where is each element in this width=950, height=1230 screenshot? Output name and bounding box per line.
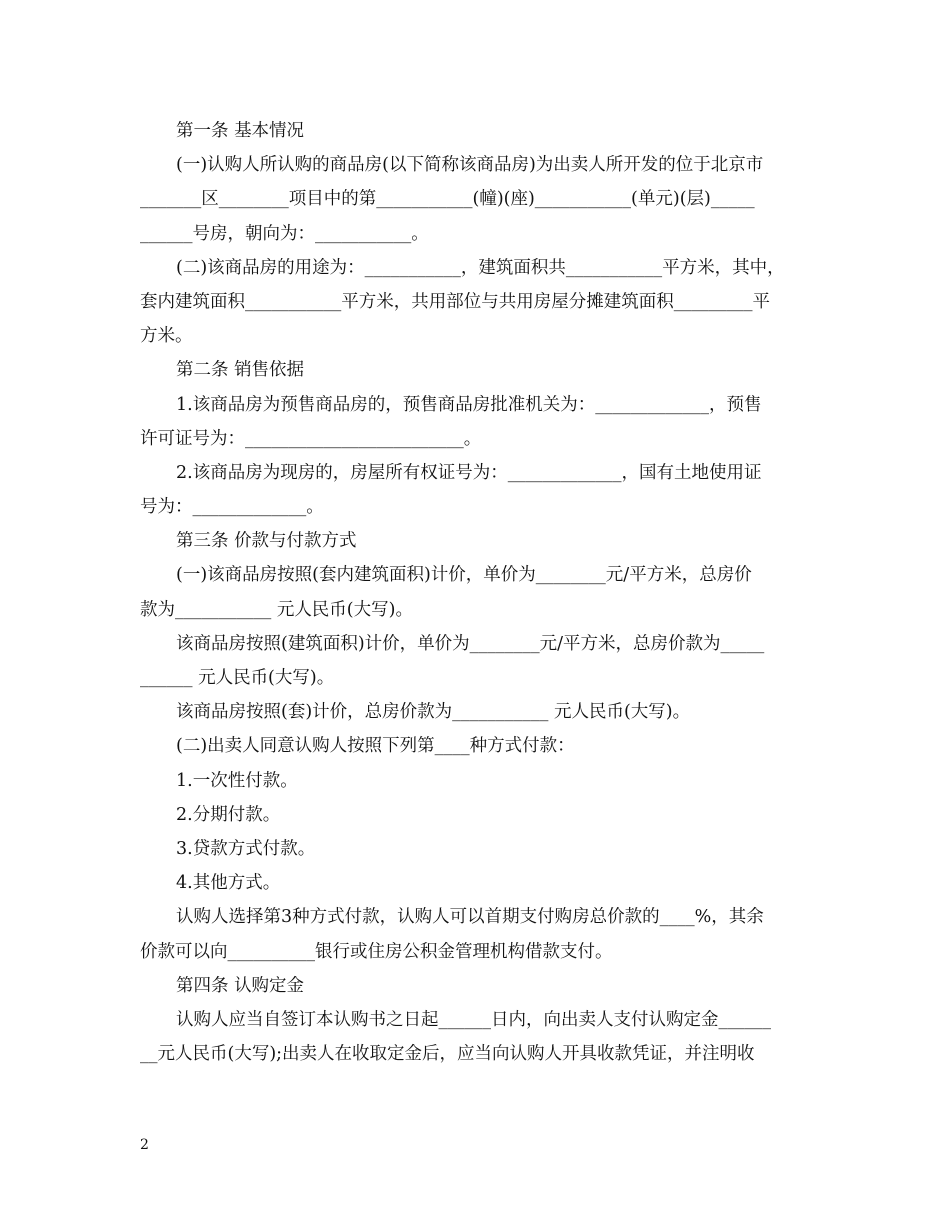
paragraph-line: 该商品房按照(套)计价，总房价款为___________ 元人民币(大写)。 [176, 702, 691, 723]
article-1-heading: 第一条 基本情况 [176, 121, 305, 141]
paragraph-line: 该商品房按照(建筑面积)计价，单价为________元/平方米，总房价款为_____ [176, 633, 765, 654]
article-4-heading: 第四条 认购定金 [176, 975, 305, 996]
article-2-heading: 第二条 销售依据 [176, 360, 305, 381]
paragraph-line: 1.该商品房为预售商品房的，预售商品房批准机关为：_____________，预售 [176, 394, 762, 415]
paragraph-line: 价款可以向__________银行或住房公积金管理机构借款支付。 [140, 941, 613, 962]
list-item: 3.贷款方式付款。 [176, 838, 316, 859]
paragraph-line: 2.该商品房为现房的，房屋所有权证号为：_____________，国有土地使用证 [176, 462, 762, 483]
paragraph-line: ______ 元人民币(大写)。 [140, 668, 335, 688]
paragraph-line: 款为___________ 元人民币(大写)。 [140, 599, 413, 620]
paragraph-line: (二)该商品房的用途为：___________，建筑面积共___________平方米，其中， [176, 257, 785, 278]
paragraph-line: 号为：_____________。 [140, 497, 324, 518]
paragraph-line: (二)出卖人同意认购人按照下列第____种方式付款： [176, 736, 575, 757]
paragraph-line: 套内建筑面积___________平方米，共用部位与共用房屋分摊建筑面积_________平 [140, 291, 770, 312]
list-item: 1.一次性付款。 [176, 770, 298, 791]
document-body [140, 114, 812, 1071]
paragraph-line: 认购人选择第3种方式付款，认购人可以首期支付购房总价款的____%，其余 [176, 907, 764, 928]
paragraph-line: 许可证号为：_________________________。 [140, 428, 482, 449]
paragraph-line: 认购人应当自签订本认购书之日起______日内，向出卖人支付认购定金______ [176, 1009, 771, 1030]
paragraph-line: ______号房，朝向为：___________。 [140, 223, 429, 244]
page-number: 2 [140, 1137, 149, 1153]
paragraph-line: _______区________项目中的第___________(幢)(座)___________(单元)(层)_____ [140, 189, 755, 210]
paragraph-line: __元人民币(大写);出卖人在收取定金后，应当向认购人开具收款凭证，并注明收 [140, 1044, 755, 1065]
paragraph-line: (一)认购人所认购的商品房(以下简称该商品房)为出卖人所开发的位于北京市 [176, 155, 764, 176]
article-3-heading: 第三条 价款与付款方式 [176, 531, 357, 552]
list-item: 2.分期付款。 [176, 804, 281, 825]
list-item: 4.其他方式。 [176, 873, 281, 894]
paragraph-line: (一)该商品房按照(套内建筑面积)计价，单价为________元/平方米，总房价 [176, 565, 752, 586]
paragraph-line: 方米。 [140, 326, 193, 347]
